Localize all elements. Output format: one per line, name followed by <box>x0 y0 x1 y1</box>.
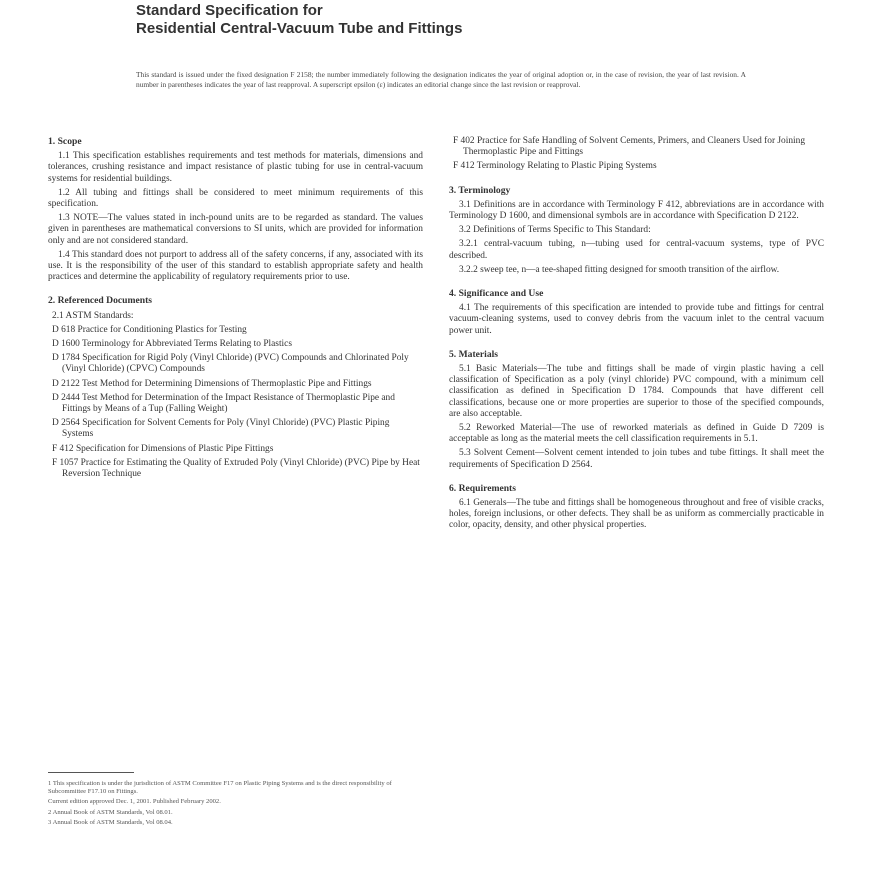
left-column <box>48 136 423 483</box>
reference-item: F 1057 Practice for Estimating the Quality of Extruded Poly (Vinyl Chloride) (PVC) Pipe by Heat Reversion Technique <box>52 457 420 480</box>
footnote-divider <box>48 772 134 773</box>
section-heading-referenced-documents: 2. Referenced Documents <box>48 295 152 307</box>
requirements-paragraph: 6.1 Generals—The tube and fittings shall be homogeneous throughout and free of visible cracks, holes, foreign inclusions, or other defects. They shall be as uniform as commercially practicable in color, opacity, density, and other physical properties. <box>449 498 824 531</box>
title-line-2: Residential Central-Vacuum Tube and Fittings <box>136 20 463 37</box>
reference-item: D 2122 Test Method for Determining Dimensions of Thermoplastic Pipe and Fittings <box>52 378 372 389</box>
materials-paragraph: 5.3 Solvent Cement—Solvent cement intended to join tubes and tube fittings. It shall meet the requirements of Specification D 2564. <box>449 448 824 470</box>
scope-paragraph: 1.1 This specification establishes requirements and test methods for materials, dimensions and tolerances, crushing resistance and impact resistance of plastic tubing for use in central-vacuum systems for residential buildings. <box>48 151 423 184</box>
designation-note: This standard is issued under the fixed designation F 2158; the number immediately following the designation indicates the year of original adoption or, in the case of revision, the year of last revision. A number in parentheses indicates the year of last reapproval. A superscript epsilon (ε) indicates an editorial change since the last revision or reapproval. <box>136 70 746 89</box>
section-heading-terminology: 3. Terminology <box>449 184 511 196</box>
significance-paragraph: 4.1 The requirements of this specification are intended to provide tube and fittings for central vacuum-cleaning systems, used to convey debris from the vacuum inlet to the central vacuum power unit. <box>449 303 824 336</box>
document-title <box>136 2 756 38</box>
footnote: 1 This specification is under the jurisdiction of ASTM Committee F17 on Plastic Piping Systems and is the direct responsibility of Subcommittee F17.10 on Fittings. <box>48 780 392 796</box>
materials-paragraph: 5.2 Reworked Material—The use of reworked materials as defined in Guide D 7209 is acceptable as long as the material meets the cell classification requirements in 5.1. <box>449 423 824 445</box>
materials-paragraph: 5.1 Basic Materials—The tube and fittings shall be made of virgin plastic having a cell classification of Specification as a poly (vinyl chloride) PVC compound, with a minimum cell classification as defined in Specification D 1784. Compounds that have different cell classifications, because one or more properties are superior to those of the specified compounds, are also acceptable. <box>449 364 824 419</box>
footnote: 3 Annual Book of ASTM Standards, Vol 08.04. <box>48 818 173 826</box>
title-line-1: Standard Specification for <box>136 2 323 19</box>
reference-item: F 412 Terminology Relating to Plastic Piping Systems <box>453 161 657 172</box>
right-column <box>449 136 824 535</box>
terminology-paragraph: 3.2 Definitions of Terms Specific to This Standard: <box>459 225 651 236</box>
section-heading-requirements: 6. Requirements <box>449 482 516 494</box>
reference-item: D 1600 Terminology for Abbreviated Terms Relating to Plastics <box>52 339 292 350</box>
section-heading-scope: 1. Scope <box>48 136 82 147</box>
reference-item: D 2564 Specification for Solvent Cements for Poly (Vinyl Chloride) (PVC) Plastic Piping Systems <box>52 418 390 440</box>
section-heading-materials: 5. Materials <box>449 348 499 360</box>
terminology-paragraph: 3.2.1 central-vacuum tubing, n—tubing used for central-vacuum systems, type of PVC described. <box>449 239 824 261</box>
scope-paragraph: 1.3 NOTE—The values stated in inch-pound units are to be regarded as standard. The values given in parentheses are mathematical conversions to SI units, which are provided for information only and are not considered standard. <box>48 213 423 246</box>
reference-item: D 2444 Test Method for Determination of the Impact Resistance of Thermoplastic Pipe and Fittings by Means of a Tup (Falling Weight) <box>52 392 395 415</box>
reference-item: F 402 Practice for Safe Handling of Solvent Cements, Primers, and Cleaners Used for Joining Thermoplastic Pipe and Fittings <box>453 136 806 158</box>
footnote: Current edition approved Dec. 1, 2001. Published February 2002. <box>48 798 221 806</box>
reference-item: D 1784 Specification for Rigid Poly (Vinyl Chloride) (PVC) Compounds and Chlorinated Poly (Vinyl Chloride) (CPVC) Compounds <box>52 353 409 375</box>
reference-item: 2.1 ASTM Standards: <box>52 310 134 321</box>
section-heading-significance: 4. Significance and Use <box>449 288 544 300</box>
reference-item: F 412 Specification for Dimensions of Plastic Pipe Fittings <box>52 443 274 454</box>
terminology-paragraph: 3.2.2 sweep tee, n—a tee-shaped fitting designed for smooth transition of the airflow. <box>459 264 780 275</box>
footnotes <box>48 780 408 829</box>
reference-item: D 618 Practice for Conditioning Plastics for Testing <box>52 324 247 335</box>
scope-paragraph: 1.2 All tubing and fittings shall be considered to meet minimum requirements of this specification. <box>48 187 423 210</box>
terminology-paragraph: 3.1 Definitions are in accordance with Terminology F 412, abbreviations are in accordance with Terminology D 1600, and dimensional symbols are in accordance with Specification D 2122. <box>449 199 824 222</box>
footnote: 2 Annual Book of ASTM Standards, Vol 08.01. <box>48 808 173 816</box>
scope-paragraph: 1.4 This standard does not purport to address all of the safety concerns, if any, associated with its use. It is the responsibility of the user of this standard to establish appropriate safety and health practices and determine the applicability of regulatory requirements prior to use. <box>48 249 423 283</box>
